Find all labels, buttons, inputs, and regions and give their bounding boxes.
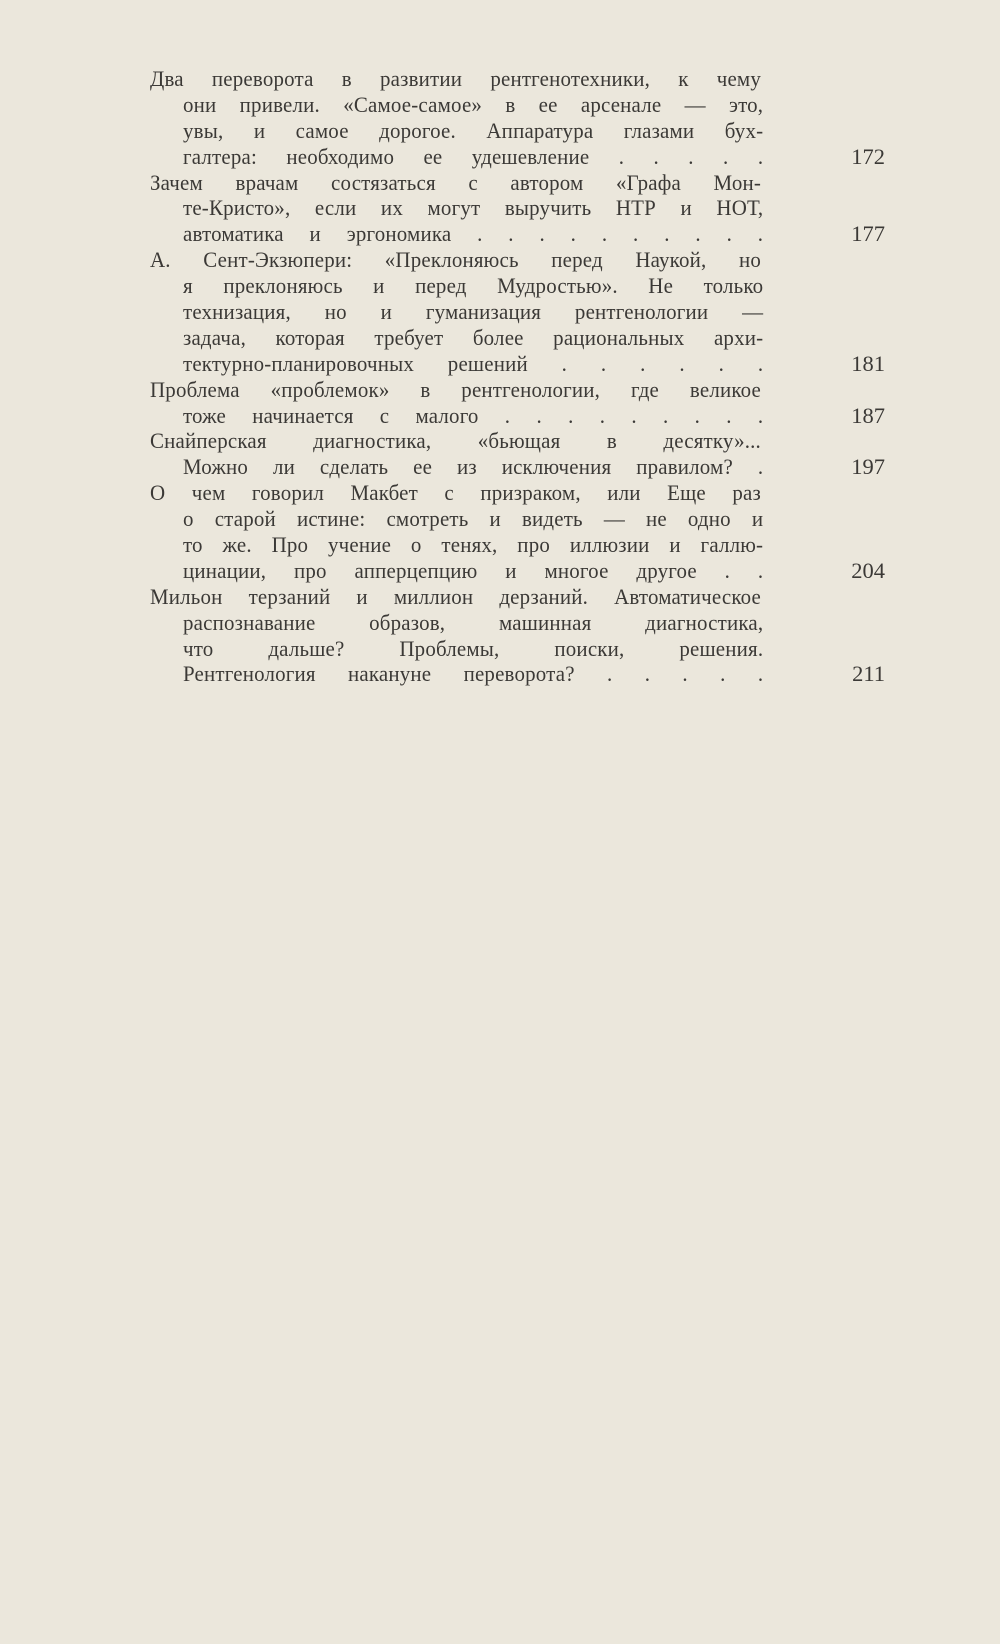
toc-page-number: 187 [851,402,885,428]
toc-entry [150,428,885,480]
toc-entry-line: тектурно-планировочных решений . . . . . . [183,350,764,376]
toc-entry-line: задача, которая требует более рациональных архи- [183,324,764,350]
toc-entry-line: увы, и самое дорогое. Аппаратура глазами бух- [183,117,764,143]
toc-page-number: 204 [851,557,885,583]
toc-entry-line: Два переворота в развитии рентгенотехники, к чему [150,66,762,91]
toc-entry-line: тоже начинается с малого . . . . . . . . . [183,402,764,428]
toc-page-number: 172 [851,143,885,169]
toc-entry-line: технизация, но и гуманизация рентгенологии — [183,299,764,325]
toc-entry-line: О чем говорил Макбет с призраком, или Еще раз [150,480,761,506]
toc-entry-line: они привели. «Самое-самое» в ее арсенале — это, [183,91,764,117]
toc-page-number: 211 [852,661,885,687]
toc-entry-line: Мильон терзаний и миллион дерзаний. Автоматическое [150,583,762,609]
toc-entry-line: я преклоняюсь и перед Мудростью». Не только [183,273,764,299]
toc-page-number: 181 [851,350,885,376]
toc-entry [150,247,885,376]
toc-entry-line: распознавание образов, машинная диагностика, [183,609,764,635]
toc-entry-line: Зачем врачам состязаться с автором «Графа Мон- [150,169,762,195]
toc-entry-line: цинации, про апперцепцию и многое другое . . [183,557,764,583]
toc-entry-line: то же. Про учение о тенях, про иллюзии и галлю- [183,532,764,558]
toc-entry-line: Можно ли сделать ее из исключения правилом? . [183,454,764,480]
toc-entry-line: что дальше? Проблемы, поиски, решения. [183,635,764,661]
toc-entry [150,170,885,248]
toc-entry [150,66,885,170]
toc-entry-line: Снайперская диагностика, «бьющая в десятку»... [150,428,761,454]
toc-entry-line: Проблема «проблемок» в рентгенологии, где великое [150,376,762,402]
toc-entry-line: автоматика и эргономика . . . . . . . . . . [183,221,764,247]
toc-page-number: 197 [851,454,885,480]
toc-page-number: 177 [851,221,885,247]
toc-entry-line: те-Кристо», если их могут выручить НТР и НОТ, [183,195,764,221]
toc-entry [150,584,885,688]
toc-entry-line: о старой истине: смотреть и видеть — не одно и [183,506,764,532]
toc-entry-line: галтера: необходимо ее удешевление . . . . . [183,143,764,169]
toc-entry [150,480,885,584]
table-of-contents [150,66,885,687]
toc-entry-line: Рентгенология накануне переворота? . . . . . [183,661,764,687]
toc-entry [150,377,885,429]
toc-entry-line: А. Сент-Экзюпери: «Преклоняюсь перед Наукой, но [150,247,761,273]
